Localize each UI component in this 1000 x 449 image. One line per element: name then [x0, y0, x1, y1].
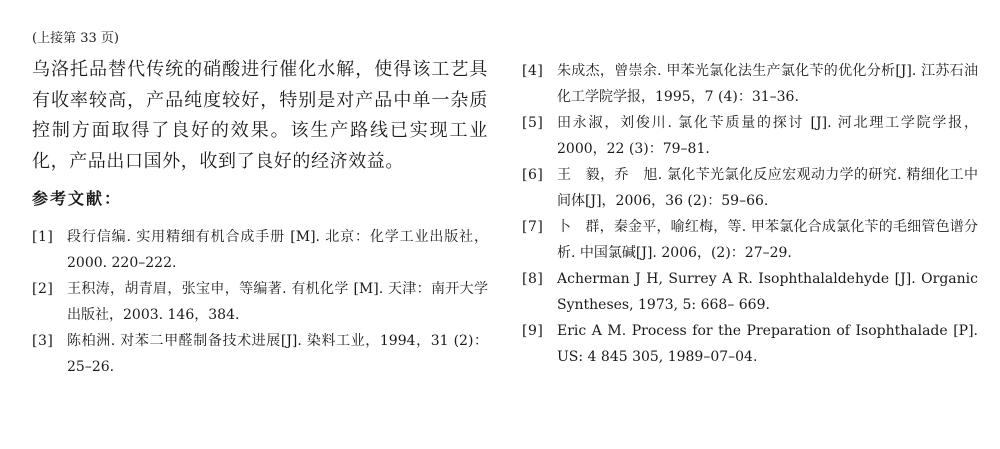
left-column	[32, 30, 488, 380]
reference-text: Acherman J H, Surrey A R. Isophthalaldehyde [J]. Organic Syntheses, 1973, 5: 668– 669.	[557, 271, 978, 313]
reference-number: [2]	[32, 281, 54, 297]
reference-text: 王积涛，胡青眉，张宝申，等编著. 有机化学 [M]. 天津：南开大学出版社，2003. 146，384.	[67, 281, 488, 323]
reference-number: [5]	[522, 115, 544, 131]
reference-text: 卜 群，秦金平，喻红梅，等. 甲苯氯化合成氯化苄的毛细管色谱分析. 中国氯碱[J]. 2006，(2)：27–29.	[557, 219, 978, 261]
reference-number: [3]	[32, 333, 54, 349]
reference-number: [9]	[522, 323, 544, 339]
reference-number: [7]	[522, 219, 544, 235]
reference-text: 朱成杰，曾崇余. 甲苯光氯化法生产氯化苄的优化分析[J]. 江苏石油化工学院学报，1995，7 (4)：31–36.	[557, 63, 978, 105]
reference-item	[522, 110, 978, 162]
reference-item	[522, 318, 978, 370]
references-list-left	[32, 224, 488, 380]
reference-number: [6]	[522, 167, 544, 183]
reference-text: 田永淑，刘俊川. 氯化苄质量的探讨 [J]. 河北理工学院学报，2000，22 (3)：79–81.	[557, 115, 978, 157]
right-column	[522, 58, 978, 370]
reference-item	[522, 266, 978, 318]
reference-item	[32, 224, 488, 276]
reference-text: 段行信编. 实用精细有机合成手册 [M]. 北京：化学工业出版社，2000. 220–222.	[67, 229, 488, 271]
reference-item	[522, 58, 978, 110]
reference-item	[522, 214, 978, 266]
reference-item	[32, 328, 488, 380]
reference-number: [8]	[522, 271, 544, 287]
reference-text: Eric A M. Process for the Preparation of Isophthalade [P]. US: 4 845 305, 1989–07–04.	[557, 323, 978, 365]
continuation-note: (上接第 33 页)	[32, 31, 119, 46]
references-list-right	[522, 58, 978, 370]
references-heading: 参考文献：	[32, 189, 123, 208]
reference-text: 王 毅，乔 旭. 氯化苄光氯化反应宏观动力学的研究. 精细化工中间体[J]，2006，36 (2)：59–66.	[557, 167, 978, 209]
reference-number: [1]	[32, 229, 54, 245]
body-paragraph: 乌洛托品替代传统的硝酸进行催化水解，使得该工艺具有收率较高，产品纯度较好，特别是对产品中单一杂质控制方面取得了良好的效果。该生产路线已实现工业化，产品出口国外，收到了良好的经济效益。	[32, 59, 488, 172]
reference-item	[32, 276, 488, 328]
reference-number: [4]	[522, 63, 544, 79]
reference-item	[522, 162, 978, 214]
reference-text: 陈柏洲. 对苯二甲醛制备技术进展[J]. 染料工业，1994，31 (2)：25–26.	[67, 333, 488, 375]
